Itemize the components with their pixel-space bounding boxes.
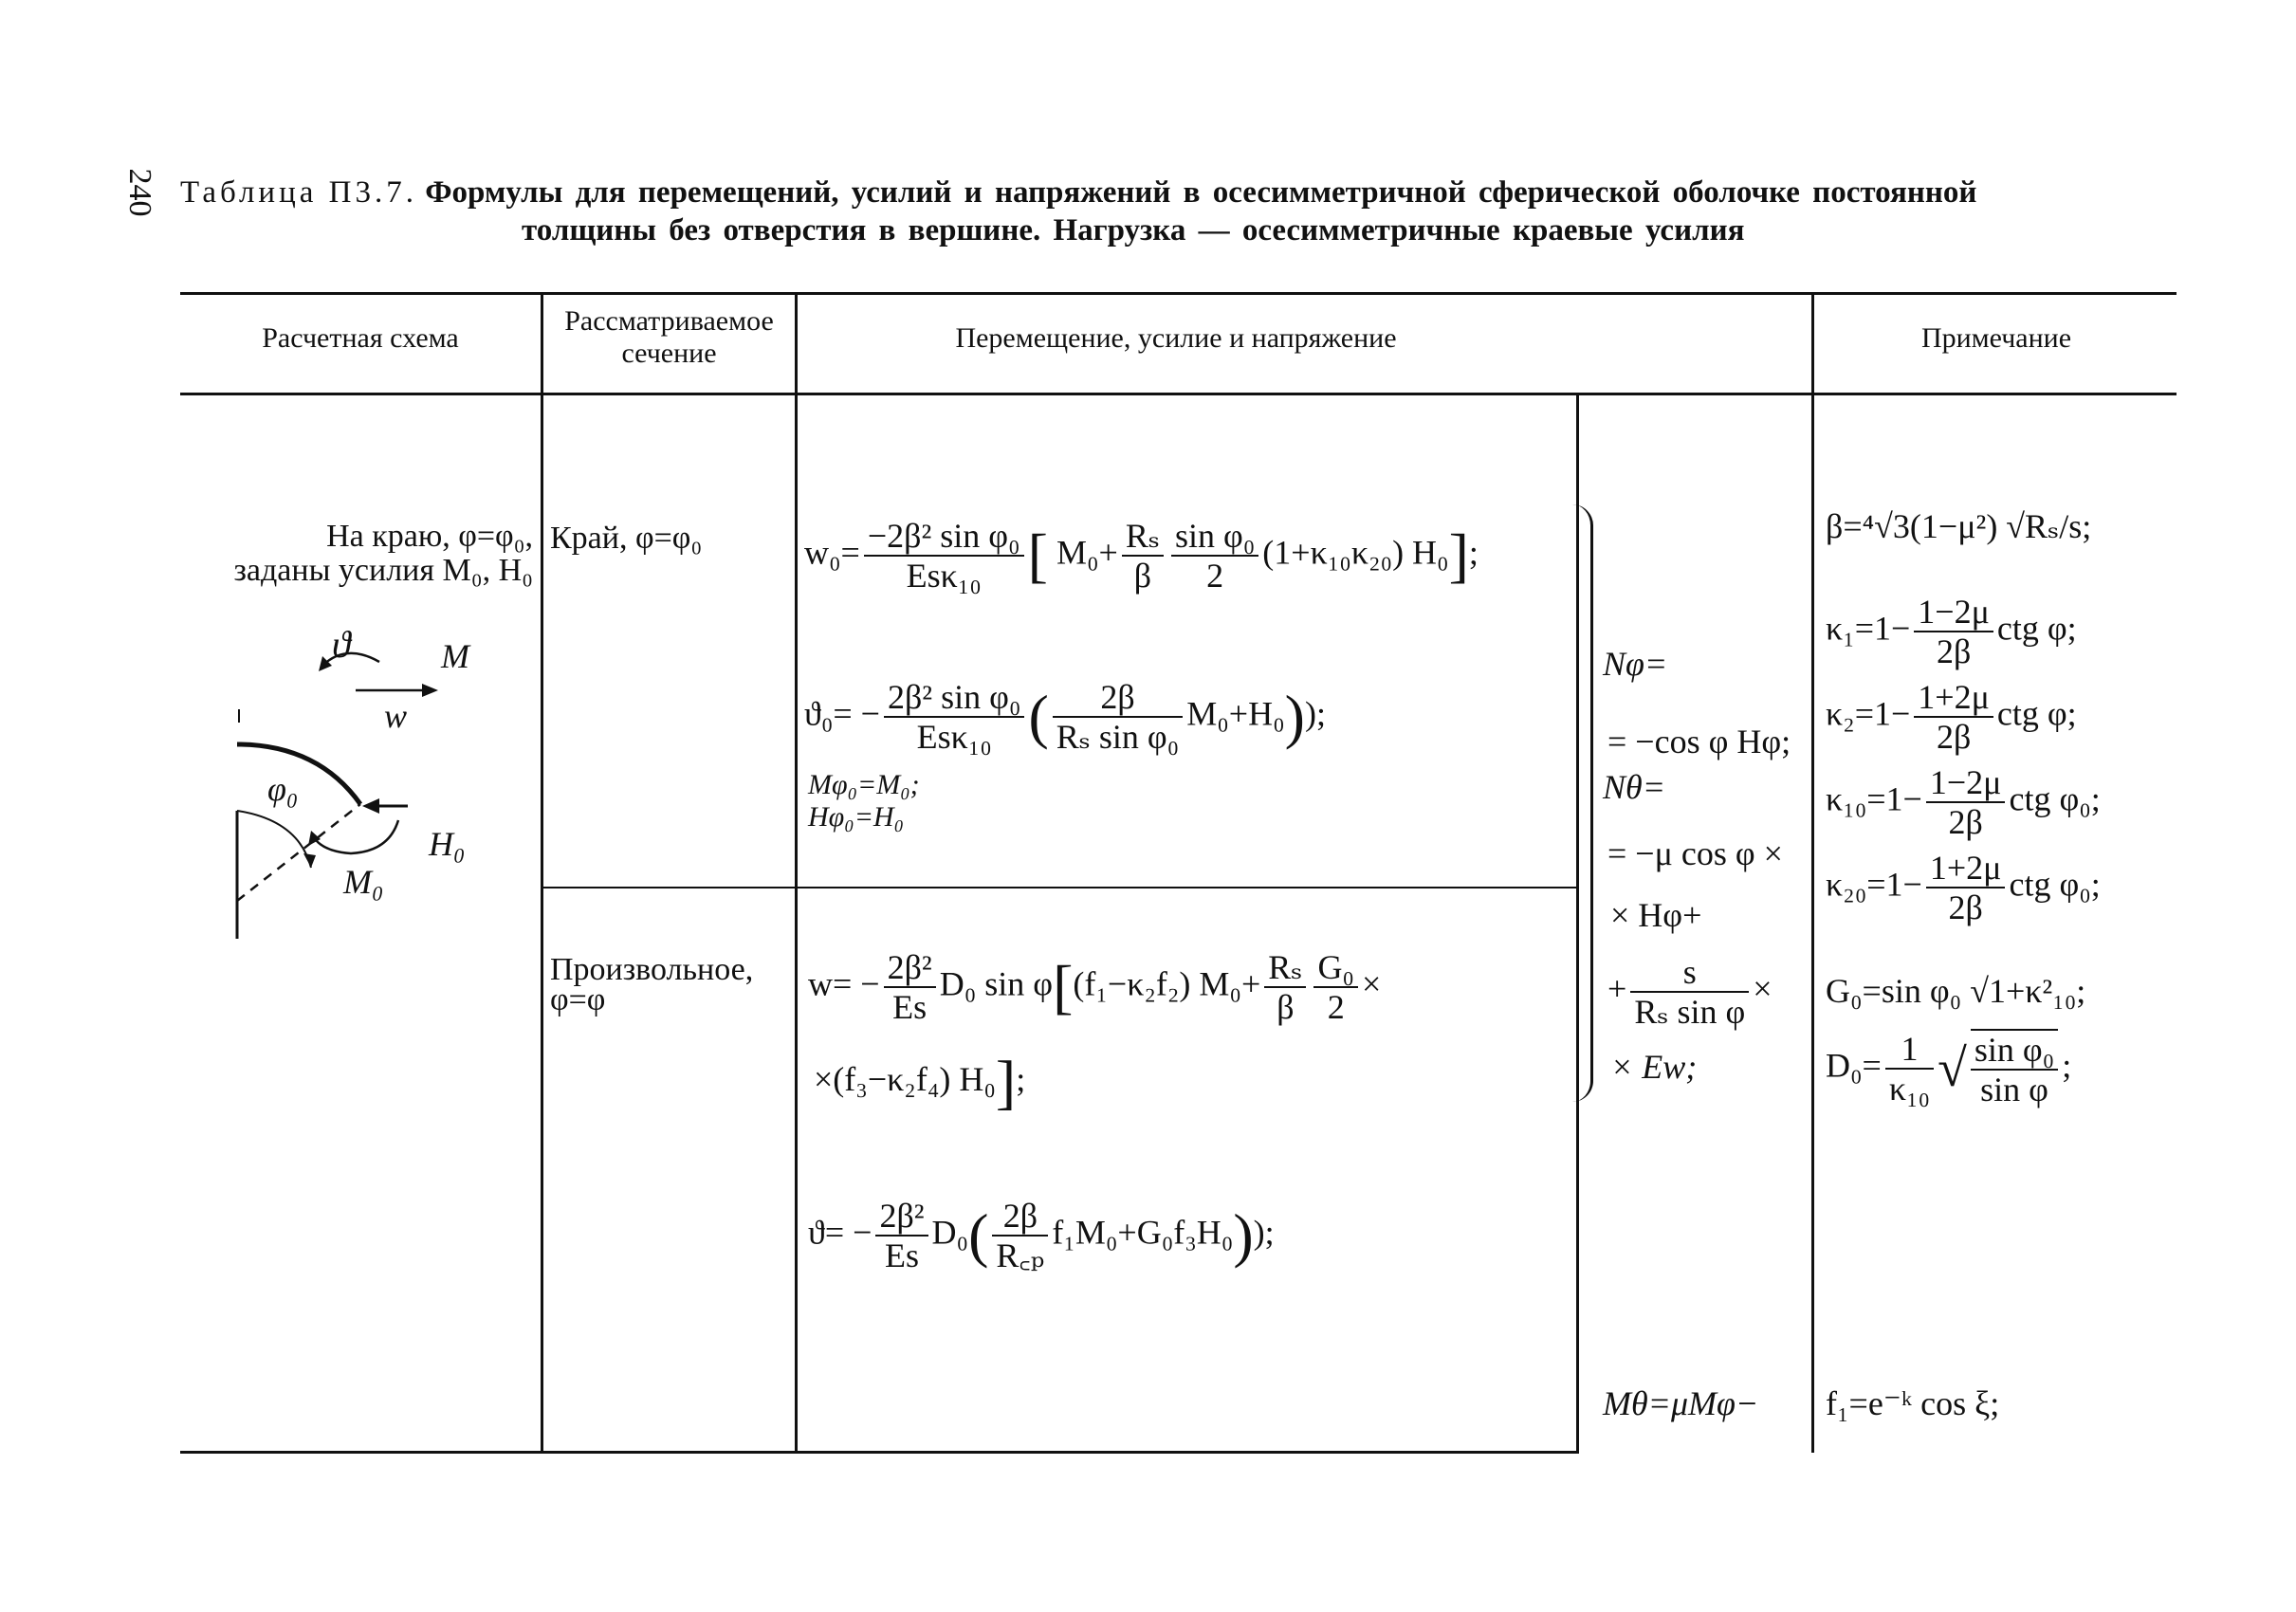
- header-scheme: Расчетная схема: [262, 322, 459, 354]
- formula-h-phi0: Hφ₀=H₀: [808, 801, 905, 833]
- scheme-label-M0: M₀: [343, 863, 384, 901]
- header-section: Рассматриваемое сечение: [564, 305, 774, 369]
- theta-frac-num: 2β²: [875, 1197, 928, 1236]
- table-top-rule: [180, 292, 2177, 295]
- col-divider-3: [1811, 292, 1814, 1453]
- w0-frac-den: Esκ₁₀: [906, 557, 982, 595]
- col-divider-1: [541, 292, 543, 1453]
- theta0-inner-fraction: [1053, 678, 1183, 756]
- w-fraction: [884, 948, 936, 1026]
- formula-theta: ϑ= − $\frac{\text{2β²}}{Es}$ D₀( $\frac{2\beta}{\text{R꜀ₚ}}$ f₁M₀+G₀f₃H₀));: [808, 1197, 1275, 1274]
- force-n-theta: Nθ=: [1603, 768, 1665, 806]
- theta-fraction: [875, 1197, 928, 1274]
- d0-num: 1: [1885, 1030, 1934, 1070]
- header-displacement: Перемещение, усилие и напряжение: [955, 322, 1397, 354]
- caption-label: Таблица П3.7.: [180, 175, 417, 210]
- force-times-h: × Hφ+: [1610, 896, 1702, 934]
- scheme-label-M: M: [441, 637, 469, 675]
- theta-in-den: R꜀ₚ: [996, 1236, 1045, 1274]
- w-times: ×: [1362, 964, 1382, 1003]
- k10-num: 1−2μ: [1926, 763, 2006, 803]
- w0-m0: M₀+: [1056, 533, 1118, 572]
- w-rs-den: β: [1277, 988, 1295, 1026]
- force-plus: +: [1607, 969, 1627, 1008]
- w-g-num: G₀: [1313, 948, 1358, 988]
- w-line2: ×(f₃−κ₂f₄) H₀: [814, 1060, 996, 1098]
- k2-fraction: [1914, 678, 1993, 756]
- w-rs-fraction: [1264, 948, 1306, 1026]
- d0-root-num: sin φ₀: [1971, 1031, 2058, 1071]
- w-mid: D₀ sin φ: [939, 964, 1054, 1003]
- theta0-lhs: ϑ₀= −: [804, 694, 880, 733]
- theta-end: );: [1253, 1213, 1275, 1252]
- force-n-phi-val: = −cos φ Hφ;: [1607, 723, 1791, 760]
- table-bottom-rule: [180, 1451, 1579, 1454]
- w-end: ;: [1016, 1060, 1026, 1098]
- k20-tail: ctg φ₀;: [2009, 865, 2101, 904]
- k20-fraction: [1926, 849, 2006, 926]
- caption-title-line2: толщины без отверстия в вершине. Нагрузка — осесимметричные краевые усилия: [522, 213, 1745, 247]
- note-g0: G₀=sin φ₀ √1+κ²₁₀;: [1826, 972, 2086, 1010]
- k2-num: 1+2μ: [1914, 678, 1993, 718]
- section-divider: [541, 887, 1578, 888]
- section-arbitrary-1: Произвольное,: [550, 952, 754, 987]
- theta-lhs: ϑ= −: [808, 1213, 872, 1252]
- k2-den: 2β: [1936, 718, 1972, 756]
- force-s-den: Rₛ sin φ: [1634, 993, 1746, 1031]
- k20-num: 1+2μ: [1926, 849, 2006, 888]
- w0-rs-fraction: [1122, 517, 1164, 595]
- k10-tail: ctg φ₀;: [2009, 779, 2101, 818]
- caption-title-line1: Формулы для перемещений, усилий и напряжений в осесимметричной сферической оболочке постоянной: [425, 175, 1977, 210]
- theta-frac-den: Es: [884, 1236, 919, 1274]
- w0-end: ;: [1468, 533, 1479, 572]
- w0-sin-fraction: [1171, 517, 1258, 595]
- k2-tail: ctg φ;: [1996, 694, 2077, 733]
- w-g-fraction: [1313, 948, 1358, 1026]
- theta0-tail: M₀+H₀: [1186, 694, 1285, 733]
- scheme-label-H0: H₀: [429, 825, 466, 863]
- theta0-in-den: Rₛ sin φ₀: [1056, 718, 1180, 756]
- theta0-fraction: [884, 678, 1024, 756]
- d0-root-den: sin φ: [1980, 1071, 2048, 1108]
- formula-w: w= − $\frac{\text{2β²}}{Es}$ D₀ sin φ[(f₁−κ₂f₂) M₀+ $\frac{\text{Rₛ}}{\beta}$ $\frac{\text{G₀}}{2}$ ×: [808, 948, 1382, 1026]
- theta0-end: );: [1304, 694, 1326, 733]
- d0-fraction: [1885, 1030, 1934, 1108]
- theta-d0: D₀: [931, 1213, 969, 1252]
- k20-lhs: κ₂₀=1−: [1826, 865, 1922, 904]
- k2-lhs: κ₂=1−: [1826, 694, 1911, 733]
- formula-m-phi0: Mφ₀=M₀;: [808, 769, 920, 800]
- page-number: 240: [122, 168, 157, 217]
- scheme-label-phi0: φ₀: [267, 770, 299, 808]
- header-note: Примечание: [1920, 322, 2072, 354]
- k1-num: 1−2μ: [1914, 593, 1993, 632]
- note-f1: f₁=e⁻ᵏ cos ξ;: [1826, 1384, 2000, 1422]
- force-s-num: s: [1630, 953, 1749, 993]
- theta0-in-num: 2β: [1053, 678, 1183, 718]
- force-n-phi: Nφ=: [1603, 645, 1668, 683]
- section-edge: Край, φ=φ₀: [550, 521, 703, 556]
- force-n-theta-val: = −μ cos φ ×: [1607, 834, 1783, 872]
- formula-w0: w₀= $\frac{\text{−2β² sin φ₀}}{\text{Esκ₁₀}}$ [ M₀+ $\frac{\text{Rₛ}}{\beta}$ $\frac{\text{sin φ₀}}{2}$ (1+κ₁₀κ₂₀) H₀];: [804, 517, 1479, 595]
- table-caption: [180, 174, 2191, 249]
- w0-frac-num: −2β² sin φ₀: [864, 517, 1024, 557]
- force-s-term: [1607, 953, 1773, 1031]
- w0-sin-den: 2: [1206, 557, 1224, 595]
- section-arbitrary-2: φ=φ: [550, 982, 606, 1017]
- note-d0: D₀= $\frac{1}{\text{κ₁₀}}$ √ $\frac{\text{sin φ₀}}{\text{sin φ}}$ ;: [1826, 1030, 2072, 1108]
- w0-tail: (1+κ₁₀κ₂₀) H₀: [1262, 533, 1449, 572]
- w0-rs-den: β: [1133, 557, 1152, 595]
- col-divider-2: [795, 292, 798, 1453]
- w0-fraction: [864, 517, 1024, 595]
- k1-lhs: κ₁=1−: [1826, 609, 1911, 648]
- w0-rs-num: Rₛ: [1122, 517, 1164, 557]
- d0-lhs: D₀=: [1826, 1046, 1882, 1085]
- d0-den: κ₁₀: [1888, 1070, 1931, 1108]
- force-s-fraction: [1630, 953, 1749, 1031]
- table-header-rule: [180, 393, 2177, 395]
- note-k1: [1826, 593, 2077, 670]
- theta-tail: f₁M₀+G₀f₃H₀: [1052, 1213, 1234, 1252]
- scheme-text-2: заданы усилия M₀, H₀: [233, 553, 533, 588]
- formula-theta0: ϑ₀= − $\frac{\text{2β² sin φ₀}}{\text{Esκ₁₀}}$ ( $\frac{2\beta}{\text{Rₛ sin φ₀}}$ M₀+H₀));: [804, 678, 1326, 756]
- force-times: ×: [1753, 969, 1773, 1008]
- k10-fraction: [1926, 763, 2006, 841]
- k1-tail: ctg φ;: [1996, 609, 2077, 648]
- w-frac-num: 2β²: [884, 948, 936, 988]
- scheme-label-theta: ϑ: [332, 623, 351, 666]
- force-ew: × Ew;: [1610, 1048, 1698, 1086]
- note-k20: [1826, 849, 2101, 926]
- w-lhs: w= −: [808, 964, 880, 1003]
- w-frac-den: Es: [892, 988, 928, 1026]
- w-bracket: (f₁−κ₂f₂) M₀+: [1073, 964, 1261, 1003]
- d0-end: ;: [2062, 1046, 2072, 1085]
- scheme-label-w: w: [384, 697, 408, 735]
- formula-brace: [1570, 504, 1593, 1102]
- theta0-frac-num: 2β² sin φ₀: [884, 678, 1024, 718]
- force-m-theta: Mθ=μMφ−: [1603, 1384, 1759, 1422]
- w0-lhs: w₀=: [804, 533, 860, 572]
- formula-w-line2: ×(f₃−κ₂f₄) H₀];: [814, 1048, 1026, 1116]
- d0-root-fraction: [1971, 1029, 2058, 1108]
- scheme-text-1: На краю, φ=φ₀,: [326, 519, 533, 554]
- k1-fraction: [1914, 593, 1993, 670]
- w-rs-num: Rₛ: [1264, 948, 1306, 988]
- w-g-den: 2: [1327, 988, 1345, 1026]
- theta-in-num: 2β: [992, 1197, 1048, 1236]
- k10-den: 2β: [1948, 803, 1983, 841]
- note-k2: [1826, 678, 2077, 756]
- w0-sin-num: sin φ₀: [1171, 517, 1258, 557]
- note-beta: β=⁴√3(1−μ²) √Rₛ/s;: [1826, 507, 2092, 545]
- theta-inner-fraction: [992, 1197, 1048, 1274]
- theta0-frac-den: Esκ₁₀: [916, 718, 992, 756]
- k20-den: 2β: [1948, 888, 1983, 926]
- k1-den: 2β: [1936, 632, 1972, 670]
- note-k10: [1826, 763, 2101, 841]
- k10-lhs: κ₁₀=1−: [1826, 779, 1922, 818]
